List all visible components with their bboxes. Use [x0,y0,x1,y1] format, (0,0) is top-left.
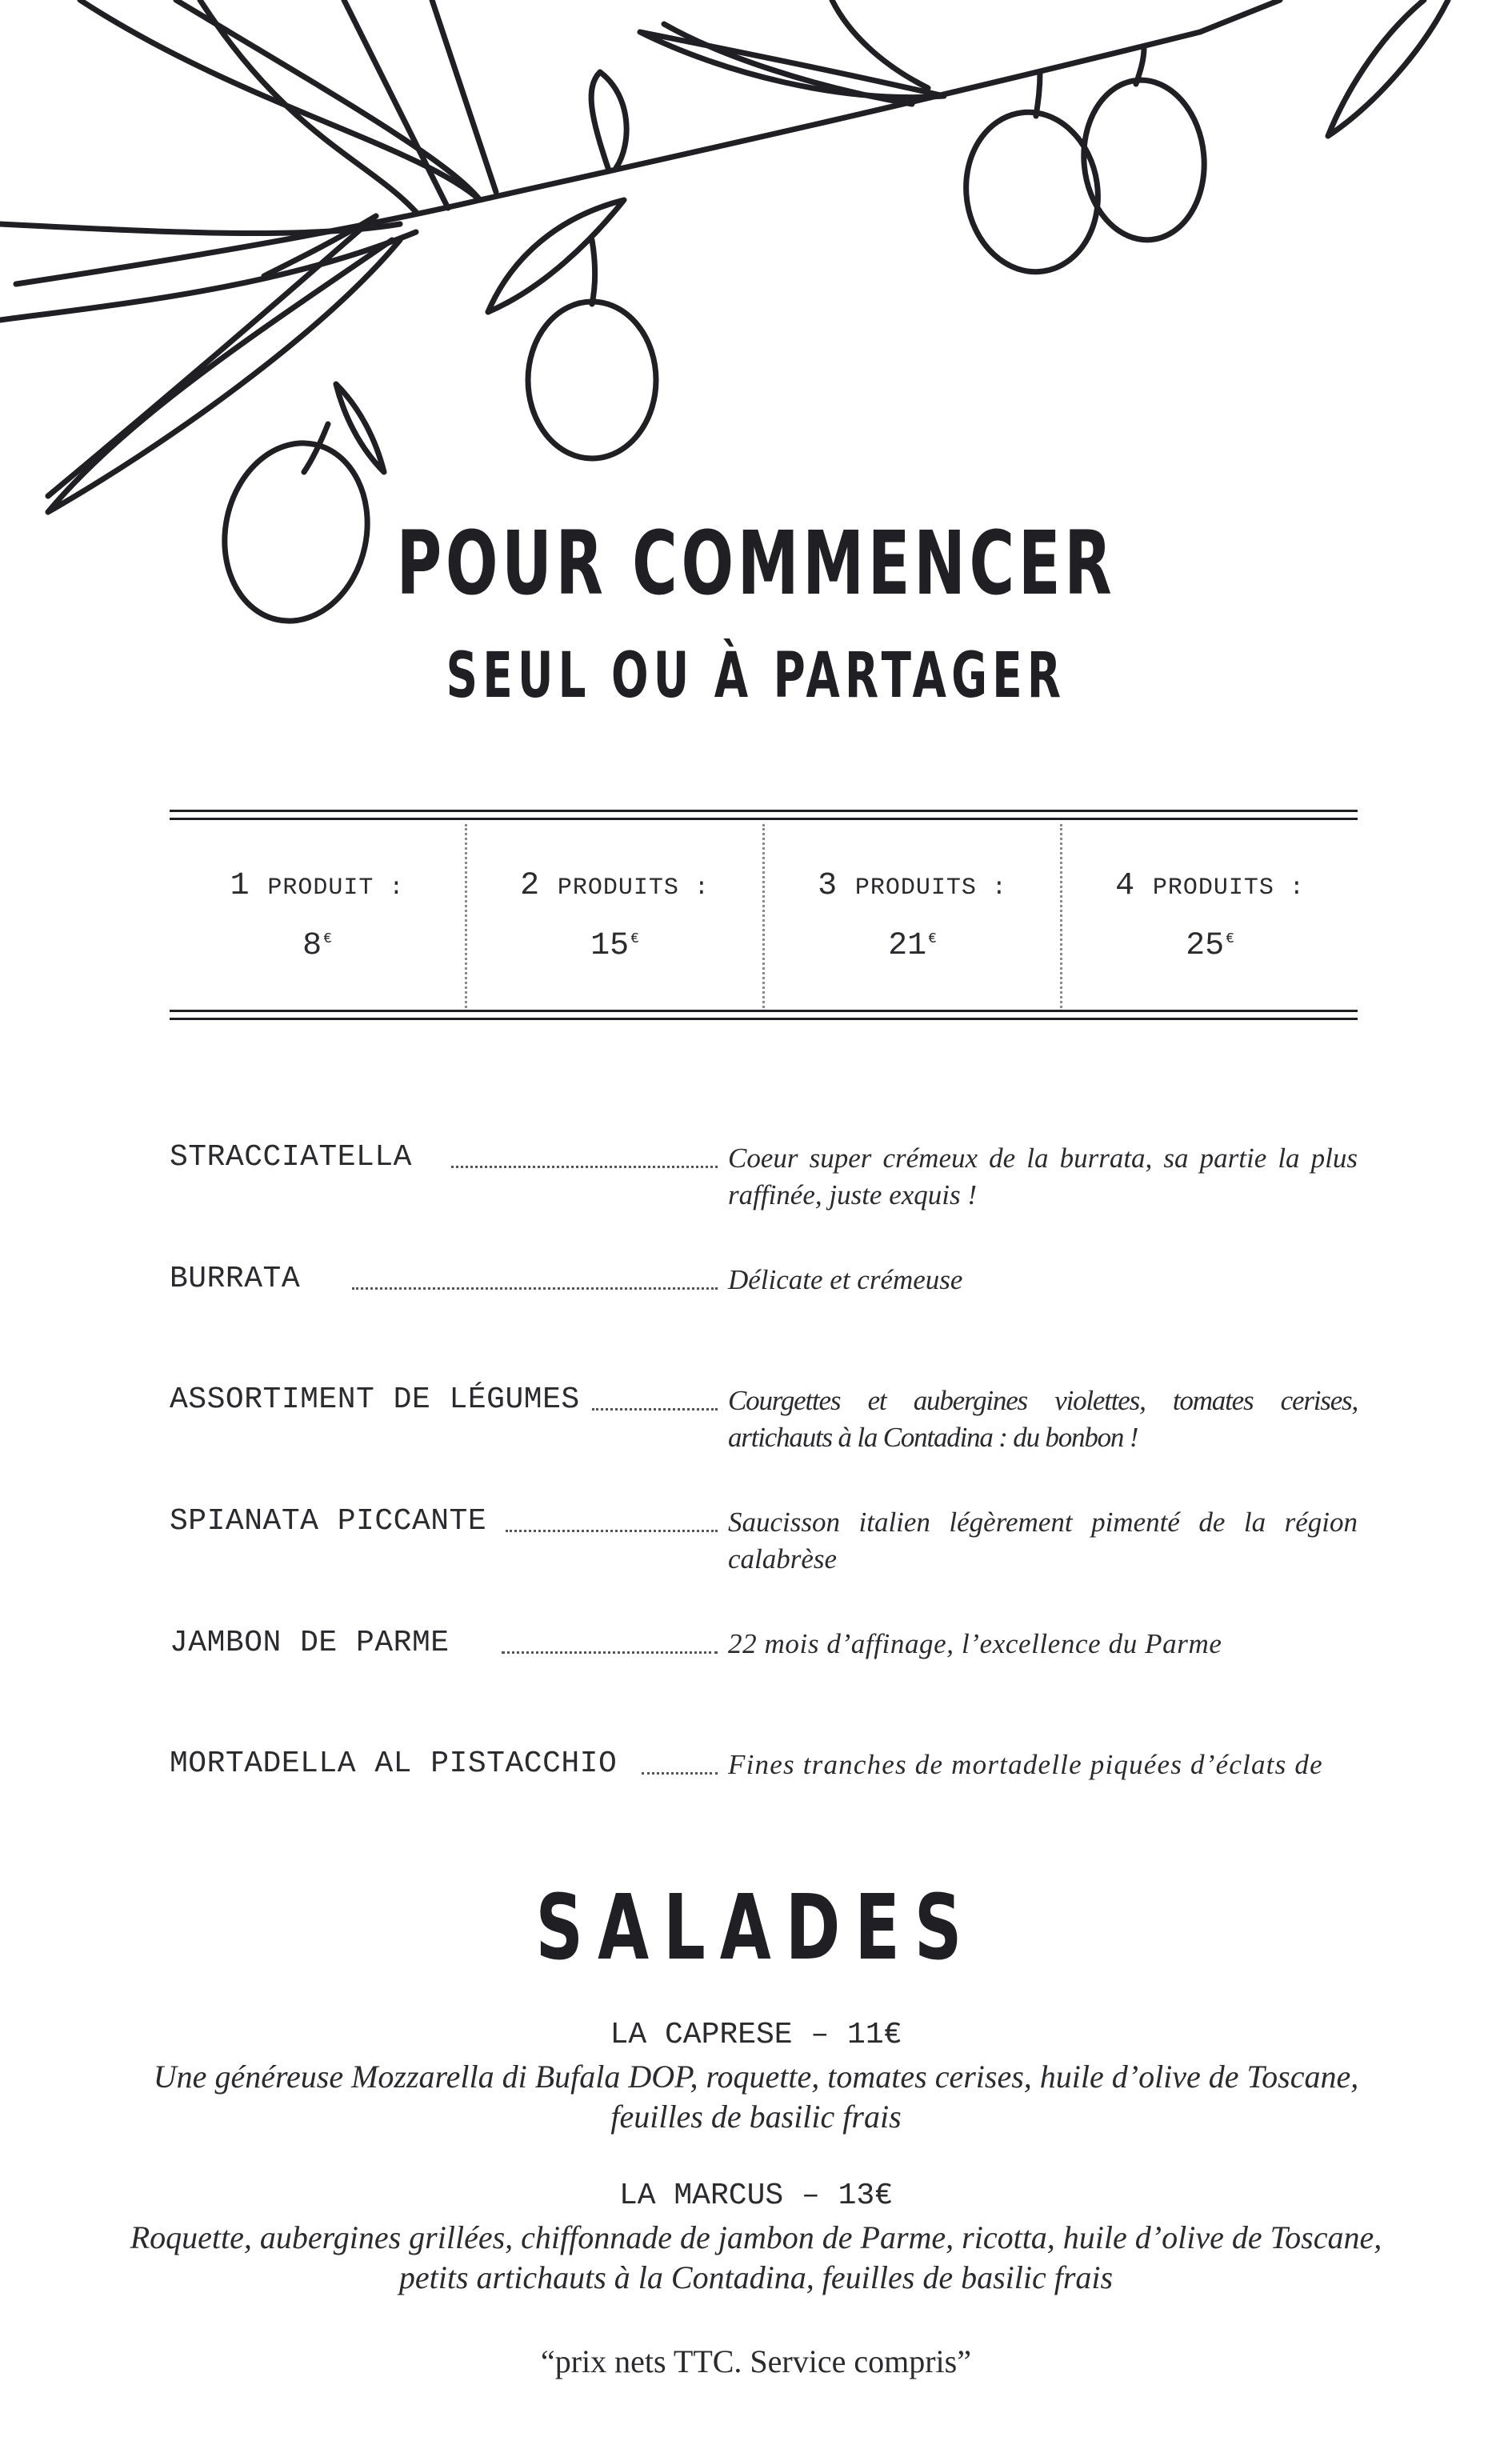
salad-description [96,2218,1416,2298]
pricing-count: 1 [230,868,250,904]
menu-item-name: ASSORTIMENT DE LÉGUMES [170,1383,580,1417]
table-bottom-rule [170,1018,1358,1020]
menu-item-description: 22 mois d’affinage, l’excellence du Parme [728,1628,1222,1659]
leader-dots [592,1408,718,1411]
pricing-price [467,928,762,964]
salad-name: LA MARCUS – 13€ [618,2179,894,2213]
page-title: POUR COMMENCER [396,512,1116,614]
pricing-price-value: 25 [1186,928,1225,964]
pricing-label [1062,868,1358,904]
pricing-cell [1060,824,1358,1008]
pricing-price [765,928,1060,964]
pricing-word: PRODUITS : [854,874,1007,902]
pricing-word: PRODUIT : [267,874,405,902]
currency-symbol: € [630,930,639,947]
salad-description-line: Roquette, aubergines grillées, chiffonnade de jambon de Parme, ricotta, huile d’olive de Toscane, [130,2219,1382,2255]
menu-item-description: Coeur super crémeux de la burrata, sa partie la plus raffinée, juste exquis ! [728,1142,1358,1210]
leader-dots [451,1166,718,1168]
menu-item-name: SPIANATA PICCANTE [170,1504,487,1539]
table-top-rule [170,818,1358,820]
menu-item-description: Délicate et crémeuse [728,1264,963,1295]
menu-item-name: BURRATA [170,1262,301,1296]
menu-item-description: Courgettes et aubergines violettes, tomates cerises, artichauts à la Contadina : du bonbon ! [728,1385,1358,1453]
pricing-table [170,824,1358,1008]
pricing-price [1062,928,1358,964]
pricing-count: 4 [1115,868,1135,904]
leader-dots [352,1287,718,1290]
salad-name: LA CAPRESE – 11€ [610,2018,902,2052]
pricing-label [765,868,1060,904]
leader-dots [506,1530,718,1532]
pricing-price [170,928,465,964]
pricing-price-value: 15 [590,928,630,964]
salad-description-line: Une généreuse Mozzarella di Bufala DOP, roquette, tomates cerises, huile d’olive de Toscane, [153,2059,1359,2095]
currency-symbol: € [1226,930,1234,947]
page-subtitle: SEUL OU À PARTAGER [446,640,1066,712]
pricing-price-value: 21 [888,928,927,964]
pricing-label [467,868,762,904]
price-footnote: “prix nets TTC. Service compris” [540,2343,971,2379]
pricing-word: PRODUITS : [1152,874,1305,902]
currency-symbol: € [928,930,937,947]
table-bottom-rule [170,1010,1358,1012]
pricing-price-value: 8 [302,928,322,964]
leader-dots [642,1772,718,1775]
pricing-cell [170,824,465,1008]
section-title-salades: SALADES [535,1876,977,1980]
salad-description-line: petits artichauts à la Contadina, feuilles de basilic frais [398,2259,1114,2295]
menu-item-name: MORTADELLA AL PISTACCHIO [170,1747,618,1781]
pricing-cell [762,824,1060,1008]
pricing-count: 2 [520,868,540,904]
pricing-label [170,868,465,904]
salad-description-line: feuilles de basilic frais [610,2099,902,2135]
pricing-word: PRODUITS : [557,874,710,902]
menu-item-name: JAMBON DE PARME [170,1626,450,1660]
pricing-cell [465,824,762,1008]
menu-item-description: Saucisson italien légèrement pimenté de la région calabrèse [728,1507,1358,1575]
menu-item-name: STRACCIATELLA [170,1140,412,1174]
leader-dots [502,1651,718,1654]
currency-symbol: € [323,930,332,947]
salad-description [128,2057,1384,2137]
pricing-count: 3 [818,868,838,904]
table-top-rule [170,810,1358,812]
menu-item-description: Fines tranches de mortadelle piquées d’éclats de [728,1749,1323,1780]
